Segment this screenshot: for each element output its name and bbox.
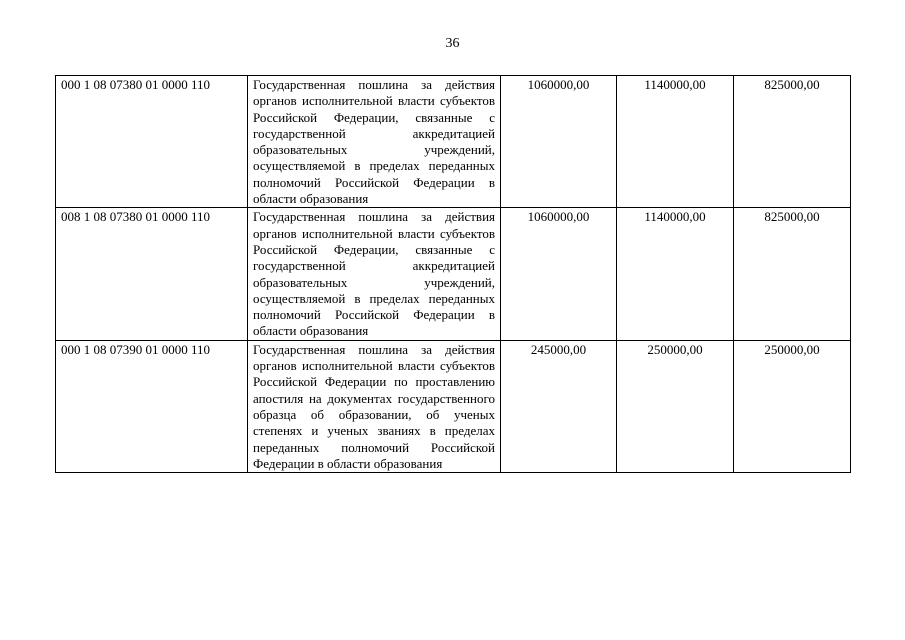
page-number: 36: [445, 36, 460, 51]
amount-year-3-cell: 825000,00: [734, 208, 851, 340]
amount-year-2-cell: 250000,00: [617, 340, 734, 472]
table-row: [56, 208, 851, 340]
amount-year-1-cell: 245000,00: [501, 340, 617, 472]
table-row: [56, 340, 851, 472]
revenue-name-cell: Государственная пошлина за действия органов исполнительной власти субъектов Российской Федерации, связанные с государственной аккредитацией образовательных учреждений, осуществляемой в пределах переданных полномочий Российской Федерации в области образования: [248, 76, 501, 208]
table-row: [56, 76, 851, 208]
budget-code-cell: 000 1 08 07390 01 0000 110: [56, 340, 248, 472]
revenue-table: [55, 75, 851, 473]
revenue-name-cell: Государственная пошлина за действия органов исполнительной власти субъектов Российской Федерации по проставлению апостиля на документах государственного образца об образовании, об ученых степенях и ученых званиях в пределах переданных полномочий Российской Федерации в области образования: [248, 340, 501, 472]
budget-code-cell: 000 1 08 07380 01 0000 110: [56, 76, 248, 208]
budget-code-cell: 008 1 08 07380 01 0000 110: [56, 208, 248, 340]
amount-year-3-cell: 825000,00: [734, 76, 851, 208]
amount-year-2-cell: 1140000,00: [617, 76, 734, 208]
amount-year-2-cell: 1140000,00: [617, 208, 734, 340]
revenue-name-cell: Государственная пошлина за действия органов исполнительной власти субъектов Российской Федерации, связанные с государственной аккредитацией образовательных учреждений, осуществляемой в пределах переданных полномочий Российской Федерации в области образования: [248, 208, 501, 340]
amount-year-3-cell: 250000,00: [734, 340, 851, 472]
amount-year-1-cell: 1060000,00: [501, 208, 617, 340]
amount-year-1-cell: 1060000,00: [501, 76, 617, 208]
